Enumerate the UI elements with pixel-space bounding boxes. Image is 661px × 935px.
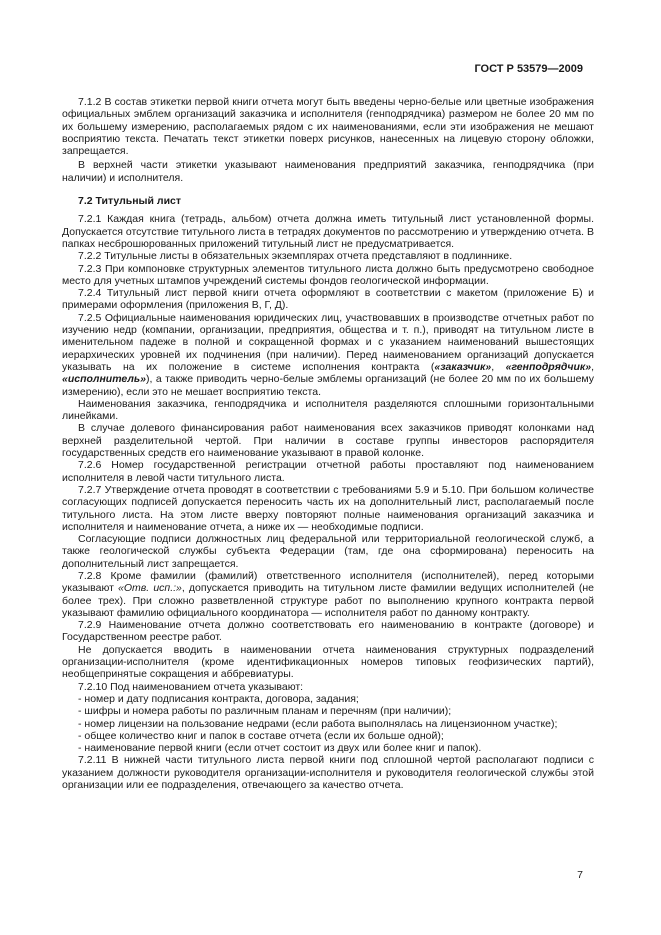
term-customer: «заказчик» (434, 360, 492, 373)
term-separator-1: , (491, 360, 506, 373)
paragraph-7-2-8-text-a: 7.2.8 Кроме фамилии (фамилий) ответственного исполнителя (исполнителей), перед которыми указывают (62, 569, 594, 595)
title-page-items-list (62, 693, 594, 754)
document-body (62, 96, 594, 791)
paragraph-7-2-4: 7.2.4 Титульный лист первой книги отчета оформляют в соответствии с макетом (приложение Б) и примерами оформления (приложения В, Г, Д). (62, 287, 594, 312)
standard-header: ГОСТ Р 53579—2009 (474, 63, 583, 75)
paragraph-7-2-10: 7.2.10 Под наименованием отчета указывают: (78, 680, 304, 693)
paragraph-7-2-5 (62, 312, 594, 398)
term-executor: «исполнитель» (62, 373, 146, 386)
paragraph-signatures: Согласующие подписи должностных лиц федеральной или территориальной геологической служб, а также геологической службы субъекта Федерации (там, где она сформирована) переносить на дополнительный лист запрещается. (62, 533, 594, 570)
paragraph-7-1-2: 7.1.2 В состав этикетки первой книги отчета могут быть введены черно-белые или цветные изображения официальных эмблем организаций заказчика и исполнителя (генподрядчика) размером не более 20 мм по их большему измерению, располагаемых рядом с их наименованиями, если эти изображения не мешают восприятию текста. Печатать текст этикетки поверх рисунков, нанесенных на лицевую сторону обложки, запрещается. (62, 96, 594, 158)
list-item: - общее количество книг и папок в составе отчета (если их больше одной); (78, 729, 444, 742)
paragraph-7-2-8 (62, 570, 594, 619)
list-item: - номер лицензии на пользование недрами (если работа выполнялась на лицензионном участке); (78, 717, 558, 730)
paragraph-label-top: В верхней части этикетки указывают наименования предприятий заказчика, генподрядчика (при наличии) и исполнителя. (62, 159, 594, 184)
paragraph-7-2-1: 7.2.1 Каждая книга (тетрадь, альбом) отчета должна иметь титульный лист установленной формы. Допускается отсутствие титульного листа в тетрадях документов по рассмотрению и утверждению отчета. В папках несброшюрованных приложений титульный лист не предусматривается. (62, 213, 594, 250)
term-general-contractor: «генподрядчик» (505, 360, 592, 373)
paragraph-7-2-11: 7.2.11 В нижней части титульного листа первой книги под сплошной чертой располагают подписи с указанием должности руководителя организации-исполнителя и руководителя геологической службы этой организации или ее подразделения, отвечающего за качество отчета. (62, 754, 594, 792)
paragraph-7-2-6: 7.2.6 Номер государственной регистрации отчетной работы проставляют под наименованием исполнителя в левой части титульного листа. (62, 459, 594, 484)
page-number: 7 (577, 869, 583, 881)
paragraph-7-2-9: 7.2.9 Наименование отчета должно соответствовать его наименованию в контракте (договоре) и Государственном реестре работ. (62, 619, 594, 644)
term-responsible: «Отв. исп.:» (118, 582, 182, 595)
paragraph-7-2-5-text-b: ), а также приводить черно-белые эмблемы организаций (не более 20 мм по их большему измерению), если это не мешает восприятию текста. (62, 373, 594, 398)
paragraph-7-2-7: 7.2.7 Утверждение отчета проводят в соответствии с требованиями 5.9 и 5.10. При большом количестве согласующих подписей допускается переносить часть их на дополнительный лист, располагаемый после титульного листа. На этом листе вверху повторяют полные наименования организаций заказчика и исполнителя и наименование отчета, а ниже их — необходимые подписи. (62, 483, 594, 533)
paragraph-7-2-3: 7.2.3 При компоновке структурных элементов титульного листа должно быть предусмотрено свободное место для учетных штампов учреждений системы фондов геологической информации. (62, 262, 594, 287)
paragraph-7-2-5-text-a: 7.2.5 Официальные наименования юридических лиц, участвовавших в производстве отчетных работ по изучению недр (компании, организации, предприятия, общества и т. п.), приводят на титульном листе в именительном падеже в полной и сокращенной формах и с указанием наименований вышестоящих иерархических уровней их подчинения (при наличии). Перед наименованием организаций допускается указывать на их положение в системе исполнения контракта ( (62, 311, 594, 373)
paragraph-names-separation: Наименования заказчика, генподрядчика и исполнителя разделяются сплошными горизонтальными линейками. (62, 397, 594, 423)
paragraph-not-allowed: Не допускается вводить в наименовании отчета наименования структурных подразделений организации-исполнителя (кроме идентификационных номеров типовых геофизических партий), необщепринятые сокращения и аббревиатуры. (62, 643, 594, 681)
list-item: - наименование первой книги (если отчет состоит из двух или более книг и папок). (78, 742, 482, 755)
paragraph-7-2-2: 7.2.2 Титульные листы в обязательных экземплярах отчета представляют в подлиннике. (78, 250, 513, 263)
section-heading: 7.2 Титульный лист (78, 195, 182, 208)
paragraph-7-2-8-text-b: , допускается приводить на титульном листе фамилии ведущих исполнителей (не более трех). При сложно разветвленной структуре работ по выполнению крупного контракта первой указывают фамилию официального координатора — исполнителя работ по данному контракту. (62, 582, 594, 619)
term-separator-2: , (591, 360, 595, 373)
list-item: - номер и дату подписания контракта, договора, задания; (78, 692, 359, 705)
list-item: - шифры и номера работы по различным планам и перечням (при наличии); (78, 705, 452, 718)
paragraph-shared-financing: В случае долевого финансирования работ наименования всех заказчиков приводят колонками над верхней разделительной чертой. При наличии в составе группы инвесторов распорядителя государственных средств его наименование указывают в правой колонке. (62, 422, 594, 460)
